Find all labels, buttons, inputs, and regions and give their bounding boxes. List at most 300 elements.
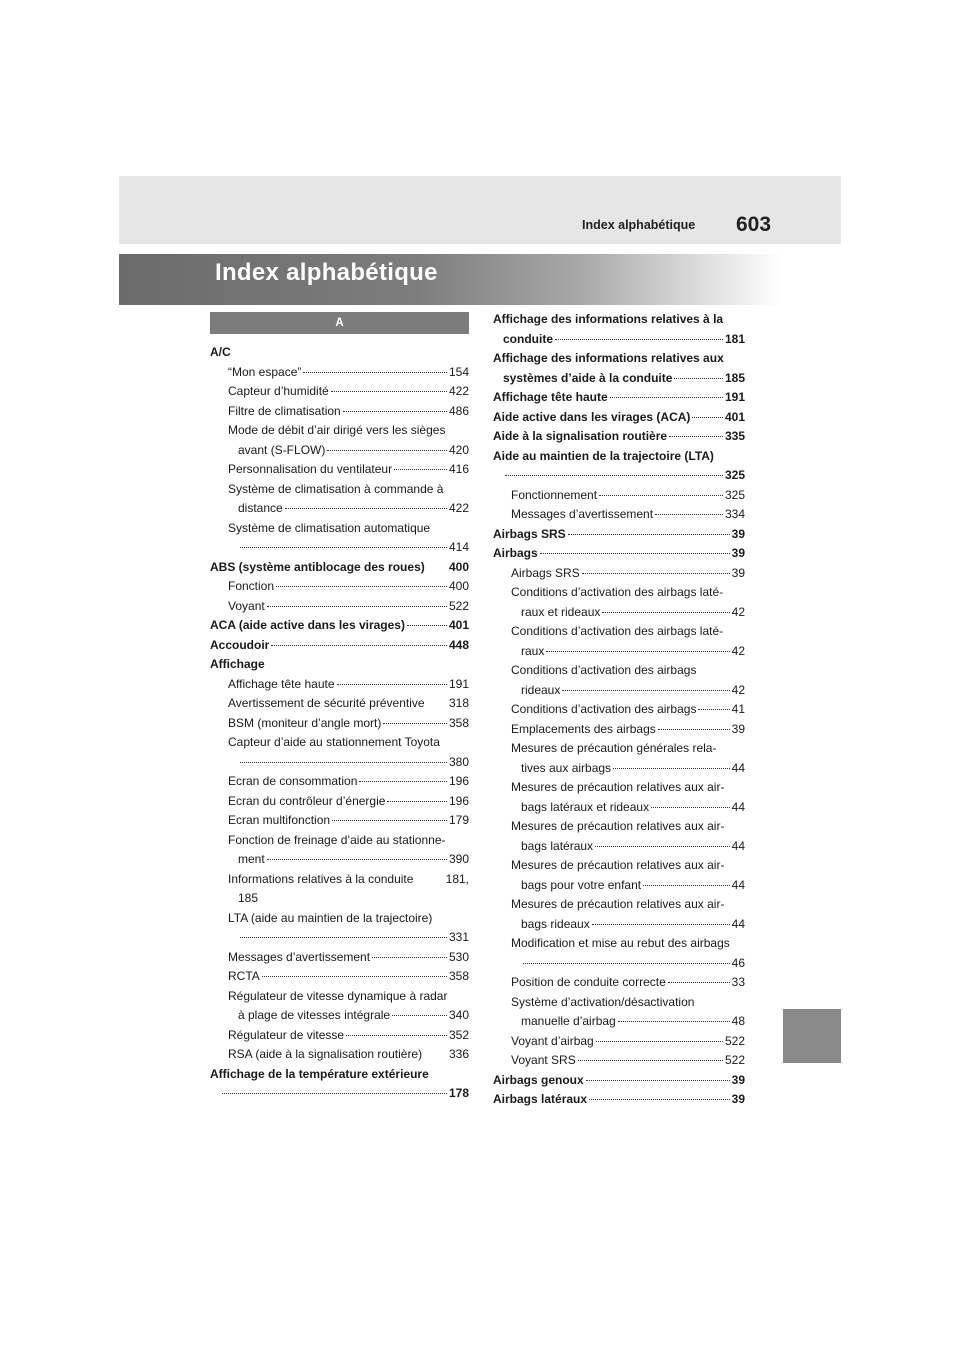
- entry-page: 318: [448, 696, 469, 710]
- entry-row: [511, 915, 745, 935]
- entry-page: 522: [448, 598, 469, 613]
- entry-label: Aide au maintien de la trajectoire (LTA): [493, 448, 714, 463]
- index-subentry: [493, 720, 745, 740]
- entry-label: bags rideaux: [521, 916, 590, 931]
- leader-dots: [331, 391, 447, 392]
- index-subentry: [493, 505, 745, 525]
- entry-label: Voyant SRS: [511, 1053, 576, 1067]
- entry-label: Mode de débit d’air dirigé vers les sièges: [228, 423, 446, 437]
- entry-label: Fonction de freinage d’aide au stationne-: [228, 832, 446, 847]
- entry-label: bags latéraux: [521, 838, 594, 853]
- left-index-list: [210, 343, 469, 1104]
- index-entry: [493, 408, 745, 428]
- index-subentry: [210, 831, 469, 870]
- entry-page: 179: [448, 813, 469, 827]
- index-subentry: [210, 1045, 469, 1065]
- index-entry: [493, 447, 745, 486]
- entry-page: 42: [731, 682, 745, 697]
- entry-page: 154: [448, 364, 469, 379]
- entry-page: 416: [448, 462, 469, 476]
- leader-dots: [267, 606, 447, 607]
- entry-row: [228, 1045, 469, 1065]
- entry-row: [511, 505, 745, 525]
- entry-row: [511, 1012, 745, 1032]
- leader-dots: [327, 450, 447, 451]
- entry-page: 336: [448, 1047, 469, 1061]
- section-letter-header: A: [210, 312, 469, 334]
- entry-row: [493, 330, 745, 350]
- leader-dots: [643, 885, 730, 886]
- entry-page: 48: [731, 1014, 745, 1028]
- index-subentry: [210, 948, 469, 968]
- entry-label: ACA (aide active dans les virages): [210, 618, 405, 632]
- entry-page: 334: [724, 507, 745, 521]
- entry-row: [228, 1026, 469, 1046]
- entry-label: Aide active dans les virages (ACA): [493, 409, 691, 424]
- entry-page: 422: [448, 384, 469, 398]
- entry-row: [228, 850, 469, 870]
- entry-row: [511, 603, 745, 623]
- entry-label: conduite: [503, 331, 553, 346]
- leader-dots: [592, 924, 730, 925]
- entry-label: Système de climatisation à commande à: [228, 481, 444, 496]
- leader-dots: [610, 397, 723, 398]
- entry-row: [493, 525, 745, 545]
- entry-label: Airbags SRS: [511, 565, 580, 580]
- index-subentry: [493, 486, 745, 506]
- entry-label: Système d’activation/désactivation: [511, 994, 695, 1009]
- entry-row: [228, 538, 469, 558]
- entry-label: à plage de vitesses intégrale: [238, 1008, 391, 1022]
- entry-row: [493, 466, 745, 486]
- entry-page: 44: [731, 838, 745, 853]
- index-entry: [493, 1071, 745, 1091]
- entry-label: Ecran de consommation: [228, 774, 358, 788]
- entry-page: 42: [731, 643, 745, 658]
- entry-page: 178: [448, 1086, 469, 1100]
- leader-dots: [655, 514, 723, 515]
- entry-row: [228, 792, 469, 812]
- index-subentry: [493, 856, 745, 895]
- index-subentry: [210, 733, 469, 772]
- entry-page: 39: [731, 1072, 745, 1087]
- entry-label: distance: [238, 501, 283, 515]
- entry-row: [511, 1051, 745, 1071]
- entry-row: [511, 486, 745, 506]
- entry-label: Capteur d’aide au stationnement Toyota: [228, 735, 440, 749]
- entry-label: tives aux airbags: [521, 760, 612, 775]
- index-subentry: [210, 597, 469, 617]
- entry-page: 486: [448, 403, 469, 418]
- leader-dots: [387, 801, 447, 802]
- entry-row: [493, 408, 745, 428]
- leader-dots: [346, 1035, 447, 1036]
- index-entry: [210, 558, 469, 578]
- entry-label: Affichage de la température extérieure: [210, 1066, 429, 1081]
- page-title: Index alphabétique: [215, 259, 438, 286]
- entry-label: Airbags latéraux: [493, 1092, 588, 1106]
- entry-row: [493, 1071, 745, 1091]
- leader-dots: [692, 417, 723, 418]
- leader-dots: [568, 534, 730, 535]
- left-column: [210, 312, 469, 1104]
- entry-page: 39: [731, 565, 745, 580]
- entry-label: Conditions d’activation des airbags laté-: [511, 585, 724, 599]
- leader-dots: [555, 339, 723, 340]
- index-subentry: [210, 675, 469, 695]
- entry-row: [228, 928, 469, 948]
- index-subentry: [210, 792, 469, 812]
- entry-page: 325: [724, 468, 745, 482]
- leader-dots: [383, 723, 447, 724]
- leader-dots: [343, 411, 447, 412]
- entry-label: Système de climatisation automatique: [228, 520, 431, 535]
- leader-dots: [578, 1060, 723, 1061]
- index-subentry: [210, 421, 469, 460]
- leader-dots: [668, 982, 730, 983]
- entry-page: 448: [448, 637, 469, 652]
- entry-label: Filtre de climatisation: [228, 403, 341, 418]
- entry-page: 358: [448, 969, 469, 983]
- index-subentry: [210, 363, 469, 383]
- entry-label: Mesures de précaution relatives aux air-: [511, 897, 725, 911]
- entry-page: 41: [731, 702, 745, 716]
- entry-label: Affichage: [210, 657, 265, 671]
- index-entry: [210, 616, 469, 636]
- entry-label: Affichage tête haute: [228, 676, 335, 691]
- entry-page: 422: [448, 501, 469, 515]
- leader-dots: [618, 1021, 730, 1022]
- entry-row: [228, 577, 469, 597]
- entry-label: Airbags: [493, 546, 538, 560]
- entry-row: [228, 967, 469, 987]
- entry-label: raux: [521, 643, 545, 658]
- index-entry: [210, 636, 469, 656]
- entry-row: [511, 798, 745, 818]
- leader-dots: [240, 547, 447, 548]
- entry-label: Conditions d’activation des airbags: [511, 702, 697, 716]
- entry-page: 358: [448, 715, 469, 730]
- entry-row: [210, 636, 469, 656]
- entry-row: [228, 441, 469, 461]
- entry-page: 340: [448, 1008, 469, 1022]
- leader-dots: [240, 762, 447, 763]
- leader-dots: [372, 957, 447, 958]
- index-subentry: [493, 934, 745, 973]
- leader-dots: [359, 781, 447, 782]
- entry-row: [228, 870, 469, 890]
- page-number: 603: [736, 213, 772, 236]
- side-tab: [783, 1009, 841, 1063]
- index-entry: [493, 1090, 745, 1110]
- entry-label: RSA (aide à la signalisation routière): [228, 1047, 423, 1061]
- entry-label: Accoudoir: [210, 637, 270, 652]
- entry-label: Affichage des informations relatives aux: [493, 351, 724, 365]
- entry-page: 196: [448, 774, 469, 788]
- leader-dots: [589, 1099, 730, 1100]
- entry-label: Conditions d’activation des airbags: [511, 663, 697, 677]
- entry-row: [228, 772, 469, 792]
- entry-page: 44: [731, 799, 745, 814]
- entry-page: 390: [448, 852, 469, 866]
- leader-dots: [407, 625, 447, 626]
- leader-dots: [222, 1093, 447, 1094]
- entry-page: 401: [448, 618, 469, 632]
- entry-label: Avertissement de sécurité préventive: [228, 696, 425, 710]
- index-subentry: [493, 778, 745, 817]
- index-subentry: [493, 817, 745, 856]
- entry-label: ABS (système antiblocage des roues): [210, 559, 425, 574]
- index-subentry: [210, 811, 469, 831]
- entry-label: rideaux: [521, 682, 561, 697]
- entry-page: 401: [724, 409, 745, 424]
- entry-label: Mesures de précaution relatives aux air-: [511, 819, 725, 833]
- entry-row: [228, 597, 469, 617]
- entry-label: bags latéraux et rideaux: [521, 799, 650, 814]
- entry-label: Messages d’avertissement: [511, 507, 654, 521]
- entry-row: [228, 714, 469, 734]
- index-entry: [493, 388, 745, 408]
- leader-dots: [669, 436, 723, 437]
- index-subentry: [210, 714, 469, 734]
- entry-page: 331: [448, 930, 469, 944]
- entry-label: Modification et mise au rebut des airbags: [511, 936, 730, 950]
- entry-page: 530: [448, 949, 469, 964]
- leader-dots: [332, 820, 447, 821]
- entry-row: [228, 499, 469, 519]
- entry-page: 39: [731, 526, 745, 541]
- entry-label: avant (S-FLOW): [238, 442, 326, 457]
- entry-page: 191: [448, 676, 469, 691]
- leader-dots: [586, 1080, 730, 1081]
- leader-dots: [582, 573, 730, 574]
- index-subentry: [493, 895, 745, 934]
- entry-page: 181: [724, 331, 745, 346]
- entry-row: [228, 753, 469, 773]
- entry-page: 46: [731, 955, 745, 970]
- entry-label: RCTA: [228, 969, 260, 983]
- entry-label: Messages d’avertissement: [228, 949, 371, 964]
- entry-label: Mesures de précaution générales rela-: [511, 741, 717, 755]
- entry-page: 39: [731, 1092, 745, 1106]
- leader-dots: [651, 807, 730, 808]
- leader-dots: [267, 859, 447, 860]
- index-subentry: [493, 661, 745, 700]
- leader-dots: [394, 469, 447, 470]
- entry-row: [228, 694, 469, 714]
- right-column: [493, 310, 745, 1110]
- leader-dots: [540, 553, 730, 554]
- entry-page: 335: [724, 429, 745, 443]
- entry-row: [493, 388, 745, 408]
- leader-dots: [262, 976, 447, 977]
- index-subentry: [210, 870, 469, 909]
- entry-label: Affichage tête haute: [493, 390, 608, 404]
- leader-dots: [599, 495, 723, 496]
- entry-row: [511, 700, 745, 720]
- index-subentry: [210, 480, 469, 519]
- entry-page: 33: [731, 975, 745, 989]
- entry-row: [511, 681, 745, 701]
- entry-page: 39: [731, 546, 745, 560]
- entry-label: Position de conduite correcte: [511, 975, 666, 989]
- entry-page: 380: [448, 754, 469, 769]
- entry-row: [228, 460, 469, 480]
- entry-row: [210, 1084, 469, 1104]
- entry-label: Voyant d’airbag: [511, 1033, 594, 1048]
- entry-page: 522: [724, 1033, 745, 1048]
- entry-continuation: 185: [238, 891, 259, 905]
- entry-page: 414: [448, 540, 469, 554]
- leader-dots: [392, 1015, 447, 1016]
- entry-row: [228, 948, 469, 968]
- entry-row: [511, 954, 745, 974]
- index-subentry: [493, 993, 745, 1032]
- entry-label: bags pour votre enfant: [521, 877, 642, 892]
- index-subentry: [210, 1026, 469, 1046]
- entry-label: A/C: [210, 345, 231, 359]
- index-entry: [210, 655, 469, 675]
- entry-page: 191: [724, 390, 745, 404]
- entry-row: [228, 402, 469, 422]
- entry-row: [228, 1006, 469, 1026]
- entry-row: [228, 382, 469, 402]
- index-entry: [210, 1065, 469, 1104]
- entry-label: manuelle d’airbag: [521, 1014, 616, 1028]
- entry-row: [511, 876, 745, 896]
- leader-dots: [240, 937, 447, 938]
- entry-row: [511, 564, 745, 584]
- leader-dots: [337, 684, 447, 685]
- entry-page: 181,: [445, 871, 469, 886]
- entry-row: [493, 544, 745, 564]
- entry-label: LTA (aide au maintien de la trajectoire): [228, 910, 433, 925]
- entry-label: systèmes d’aide à la conduite: [503, 370, 673, 385]
- leader-dots: [596, 1041, 723, 1042]
- leader-dots: [276, 586, 447, 587]
- leader-dots: [271, 645, 447, 646]
- entry-row: [511, 759, 745, 779]
- entry-row: [511, 720, 745, 740]
- entry-row: [228, 363, 469, 383]
- entry-row: [493, 369, 745, 389]
- index-subentry: [493, 564, 745, 584]
- entry-row: [210, 558, 469, 578]
- index-subentry: [493, 1032, 745, 1052]
- index-subentry: [210, 460, 469, 480]
- entry-page: 196: [448, 793, 469, 808]
- index-subentry: [210, 519, 469, 558]
- index-entry: [493, 544, 745, 564]
- leader-dots: [505, 475, 723, 476]
- leader-dots: [698, 709, 729, 710]
- leader-dots: [523, 963, 730, 964]
- entry-label: raux et rideaux: [521, 604, 601, 619]
- entry-page: 39: [731, 721, 745, 736]
- entry-row: [210, 616, 469, 636]
- entry-row: [511, 837, 745, 857]
- leader-dots: [546, 651, 729, 652]
- index-subentry: [210, 694, 469, 714]
- leader-dots: [303, 372, 447, 373]
- index-subentry: [493, 739, 745, 778]
- entry-page: 44: [731, 916, 745, 931]
- entry-label: Informations relatives à la conduite: [228, 871, 414, 886]
- entry-row: [511, 642, 745, 662]
- entry-label: Capteur d’humidité: [228, 384, 329, 398]
- index-subentry: [210, 987, 469, 1026]
- right-index-list: [493, 310, 745, 1110]
- entry-label: Régulateur de vitesse: [228, 1027, 345, 1042]
- entry-page: 522: [724, 1053, 745, 1067]
- entry-row: [493, 1090, 745, 1110]
- index-subentry: [210, 772, 469, 792]
- leader-dots: [674, 378, 723, 379]
- entry-label: Régulateur de vitesse dynamique à radar: [228, 988, 448, 1003]
- entry-page: 42: [731, 604, 745, 619]
- entry-page: 400: [448, 559, 469, 574]
- leader-dots: [613, 768, 730, 769]
- entry-label: Ecran multifonction: [228, 813, 331, 827]
- entry-label: Voyant: [228, 598, 265, 613]
- entry-page: 400: [448, 579, 469, 593]
- index-entry: [493, 349, 745, 388]
- index-subentry: [493, 973, 745, 993]
- entry-label: Fonction: [228, 579, 275, 593]
- index-subentry: [210, 577, 469, 597]
- entry-label: Fonctionnement: [511, 487, 598, 502]
- index-entry: [493, 427, 745, 447]
- entry-label: “Mon espace”: [228, 364, 302, 379]
- entry-label: Personnalisation du ventilateur: [228, 462, 393, 476]
- entry-page: 325: [724, 487, 745, 502]
- entry-label: Emplacements des airbags: [511, 721, 656, 736]
- index-subentry: [493, 622, 745, 661]
- index-subentry: [210, 382, 469, 402]
- header-bar: [119, 176, 841, 244]
- entry-label: Airbags genoux: [493, 1072, 584, 1087]
- leader-dots: [562, 690, 729, 691]
- entry-label: Mesures de précaution relatives aux air-: [511, 780, 725, 794]
- leader-dots: [602, 612, 729, 613]
- index-entry: [210, 343, 469, 363]
- entry-label: Affichage des informations relatives à la: [493, 312, 724, 326]
- index-subentry: [493, 700, 745, 720]
- index-subentry: [210, 967, 469, 987]
- index-subentry: [210, 402, 469, 422]
- entry-label: Aide à la signalisation routière: [493, 429, 668, 443]
- leader-dots: [595, 846, 730, 847]
- entry-row: [511, 973, 745, 993]
- entry-label: Mesures de précaution relatives aux air-: [511, 858, 725, 872]
- index-entry: [493, 310, 745, 349]
- entry-page: 185: [724, 370, 745, 385]
- entry-row: [493, 427, 745, 447]
- index-subentry: [210, 909, 469, 948]
- entry-page: 44: [731, 760, 745, 775]
- index-subentry: [493, 1051, 745, 1071]
- index-entry: [493, 525, 745, 545]
- entry-label: Airbags SRS: [493, 526, 566, 541]
- entry-label: Conditions d’activation des airbags laté-: [511, 624, 724, 638]
- header-title: Index alphabétique: [582, 218, 696, 232]
- entry-page: 352: [448, 1027, 469, 1042]
- entry-label: Ecran du contrôleur d’énergie: [228, 793, 386, 808]
- leader-dots: [658, 729, 730, 730]
- index-subentry: [493, 583, 745, 622]
- leader-dots: [285, 508, 447, 509]
- entry-row: [228, 675, 469, 695]
